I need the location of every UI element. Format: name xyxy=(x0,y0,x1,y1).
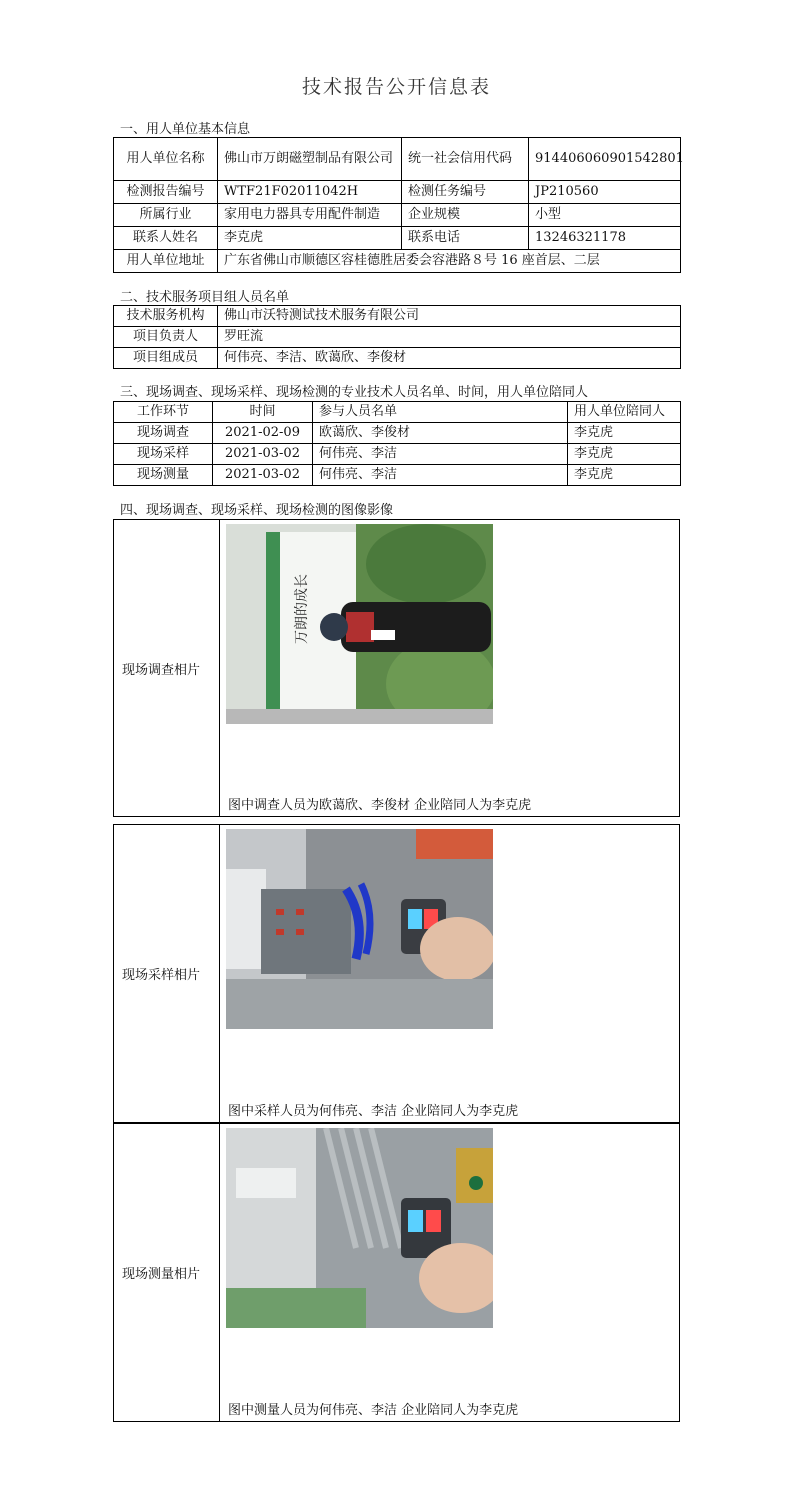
photo-caption: 图中调查人员为欧蔼欣、李俊材 企业陪同人为李克虎 xyxy=(228,798,532,813)
cell: 联系电话 xyxy=(402,227,529,250)
photo-label: 现场调查相片 xyxy=(114,520,220,816)
table-row xyxy=(114,227,681,250)
table-row xyxy=(114,181,681,204)
cell: 罗旺流 xyxy=(218,327,681,348)
cell: 项目组成员 xyxy=(114,348,218,369)
team-table xyxy=(113,305,681,369)
cell: 现场测量 xyxy=(114,465,213,486)
cell: 13246321178 xyxy=(529,227,681,250)
header-cell: 工作环节 xyxy=(114,402,213,423)
section2-heading: 二、技术服务项目组人员名单 xyxy=(120,290,290,305)
page-title: 技术报告公开信息表 xyxy=(301,76,491,98)
table-row xyxy=(114,465,681,486)
photo-label: 现场测量相片 xyxy=(114,1124,220,1421)
measurement-photo-block xyxy=(113,1123,680,1422)
cell: 李克虎 xyxy=(568,444,681,465)
cell: 李克虎 xyxy=(568,465,681,486)
svg-text:万朗的成长: 万朗的成长 xyxy=(294,574,310,644)
cell: 佛山市沃特测试技术服务有限公司 xyxy=(218,306,681,327)
photo-label: 现场采样相片 xyxy=(114,825,220,1122)
cell: 所属行业 xyxy=(114,204,218,227)
schedule-table xyxy=(113,401,681,486)
table-row xyxy=(114,138,681,181)
cell: 家用电力器具专用配件制造 xyxy=(218,204,402,227)
table-row xyxy=(114,423,681,444)
table-row xyxy=(114,204,681,227)
cell: 何伟亮、李洁 xyxy=(313,444,568,465)
cell: 检测报告编号 xyxy=(114,181,218,204)
table-header-row xyxy=(114,402,681,423)
cell: 用人单位名称 xyxy=(114,138,218,181)
table-row xyxy=(114,306,681,327)
table-row xyxy=(114,348,681,369)
photo-caption: 图中测量人员为何伟亮、李洁 企业陪同人为李克虎 xyxy=(228,1403,519,1418)
cell: 欧蔼欣、李俊材 xyxy=(313,423,568,444)
cell: 914406060901542801 xyxy=(529,138,681,181)
table-row xyxy=(114,444,681,465)
cell: 2021-03-02 xyxy=(213,465,313,486)
cell: 技术服务机构 xyxy=(114,306,218,327)
cell: 企业规模 xyxy=(402,204,529,227)
header-cell: 用人单位陪同人 xyxy=(568,402,681,423)
survey-photo xyxy=(226,524,493,724)
table-row xyxy=(114,250,681,273)
cell: 用人单位地址 xyxy=(114,250,218,273)
header-cell: 参与人员名单 xyxy=(313,402,568,423)
sampling-photo xyxy=(226,829,493,1029)
cell: 何伟亮、李洁、欧蔼欣、李俊材 xyxy=(218,348,681,369)
cell: 联系人姓名 xyxy=(114,227,218,250)
measurement-photo xyxy=(226,1128,493,1328)
sampling-photo-block xyxy=(113,824,680,1123)
cell: 现场采样 xyxy=(114,444,213,465)
cell: WTF21F02011042H xyxy=(218,181,402,204)
basic-info-table xyxy=(113,137,684,273)
cell: 李克虎 xyxy=(218,227,402,250)
cell: 2021-02-09 xyxy=(213,423,313,444)
photo-caption: 图中采样人员为何伟亮、李洁 企业陪同人为李克虎 xyxy=(228,1104,519,1119)
table-row xyxy=(114,327,681,348)
cell: 小型 xyxy=(529,204,681,227)
cell: JP210560 xyxy=(529,181,681,204)
cell: 2021-03-02 xyxy=(213,444,313,465)
section3-heading: 三、现场调查、现场采样、现场检测的专业技术人员名单、时间，用人单位陪同人 xyxy=(120,385,589,400)
survey-photo-block xyxy=(113,519,680,817)
cell: 李克虎 xyxy=(568,423,681,444)
cell: 佛山市万朗磁塑制品有限公司 xyxy=(218,138,402,181)
cell: 何伟亮、李洁 xyxy=(313,465,568,486)
header-cell: 时间 xyxy=(213,402,313,423)
cell: 项目负责人 xyxy=(114,327,218,348)
section4-heading: 四、现场调查、现场采样、现场检测的图像影像 xyxy=(120,503,394,518)
cell: 统一社会信用代码 xyxy=(402,138,529,181)
section1-heading: 一、用人单位基本信息 xyxy=(120,122,251,137)
cell: 现场调查 xyxy=(114,423,213,444)
cell: 检测任务编号 xyxy=(402,181,529,204)
cell: 广东省佛山市顺德区容桂德胜居委会容港路８号 16 座首层、二层 xyxy=(218,250,681,273)
